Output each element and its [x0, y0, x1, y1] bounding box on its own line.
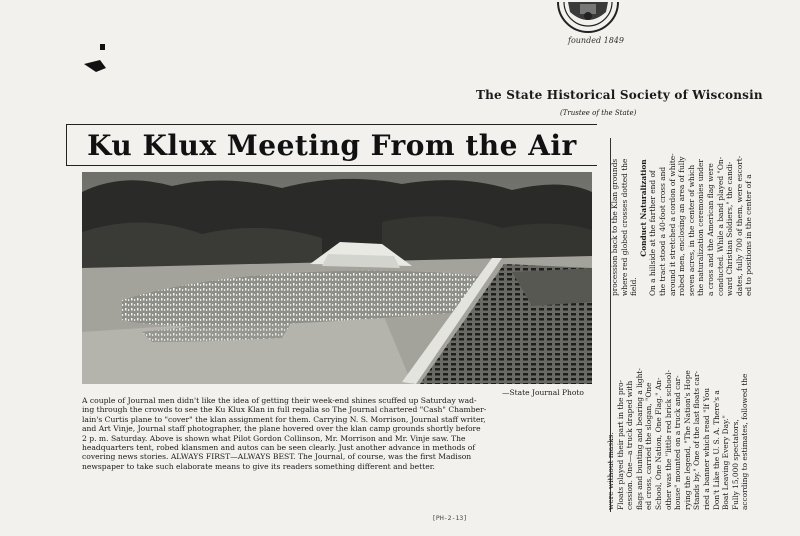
caption-line: lain's Curtis plane to "cover" the klan assignment for them. Carrying N. S. Morrison, Journal staff writer, [82, 414, 486, 424]
caption-line: 2 p. m. Saturday. Above is shown what Pilot Gordon Collinson, Mr. Morrison and Mr. Vinje saw. The [82, 433, 466, 443]
article-column-1 [606, 292, 750, 510]
column-line: were without masks. [606, 432, 615, 510]
caption-line: A couple of Journal men didn't like the idea of getting their week-end shines scuffed up Saturday wad- [82, 396, 477, 405]
column-subhead: Conduct Naturalization [638, 159, 648, 257]
column-line: other was the "little red brick school- [663, 370, 673, 510]
scan-smudge [84, 58, 106, 72]
society-name: The State Historical Society of Wisconsin [476, 88, 763, 102]
column-line: around it stretched a cordon of white- [667, 153, 677, 296]
column-line: procession back to the Klan grounds [610, 158, 619, 296]
article-column-2 [610, 120, 754, 296]
column-line: ried a banner which read "If You [701, 388, 711, 510]
column-line: the naturalization ceremonies under [696, 159, 706, 296]
column-line: seven acres, in the center of which [686, 164, 696, 296]
column-line: field. [629, 277, 639, 296]
column-line: Boat Leaving Every Day." [721, 415, 731, 510]
column-line: Floats played their part in the pro- [615, 379, 625, 510]
column-line: ed to positions in the center of a [744, 174, 754, 296]
column-line: ed cross, carried the slogan, "One [644, 382, 654, 510]
headline-box [66, 124, 597, 166]
column-line: rying the legend, "The Nation's Hope [682, 370, 692, 510]
column-line: On a hillside at the farther end of [648, 170, 658, 296]
column-line: ward Christian Soldiers," the candi- [725, 161, 735, 296]
archive-code: [PH-2-13] [432, 514, 468, 522]
caption-line: newspaper to take such elaborate means to give its readers something different and better. [82, 461, 435, 471]
column-line: according to estimates, followed the [740, 373, 750, 510]
photo-caption [82, 396, 602, 471]
column-line: Stands by." One of the last floats car- [692, 371, 702, 510]
column-line: where red globed crosses dotted the [619, 158, 629, 296]
scan-mark [100, 44, 105, 50]
seal-founded-text: founded 1849 [568, 36, 624, 45]
headline: Ku Klux Meeting From the Air [87, 128, 577, 162]
column-line: cession. One—a truck draped with [625, 380, 635, 510]
column-line: a cross and the American flag were [705, 163, 715, 296]
column-line: house" mounted on a truck and car- [673, 375, 683, 510]
society-trustee: (Trustee of the State) [560, 109, 637, 117]
caption-line: and Art Vinje, Journal staff photographer, the plane hovered over the klan camp grounds shortly before [82, 424, 481, 434]
caption-line: covering news stories. ALWAYS FIRST—ALWAYS BEST. The Journal, of course, was the first Madison [82, 452, 472, 462]
caption-line: headquarters tent, robed klansmen and autos can be seen clearly. Just another advance in methods of [82, 443, 476, 453]
column-line: conducted. While a band played "On- [715, 156, 725, 296]
aerial-photo [82, 172, 592, 384]
caption-line: ing through the crowds to see the Ku Klux Klan in full regalia so The Journal chartered "Cash" Chamber- [82, 405, 487, 415]
column-line: School, One Nation, One Flag." An- [653, 377, 663, 510]
column-line: flags and bunting and bearing a light- [634, 368, 644, 510]
column-line: dates, fully 700 of them, were escort- [734, 155, 744, 296]
column-line: robed men, enclosing an area of fully [677, 156, 687, 296]
column-line: the tract stood a 40-foot cross and [657, 166, 667, 296]
photo-credit: —State Journal Photo [502, 388, 584, 397]
column-line: Fully 15,000 spectators, [730, 419, 740, 510]
column-line: Don't Like the U. S. A. There's a [711, 390, 721, 510]
